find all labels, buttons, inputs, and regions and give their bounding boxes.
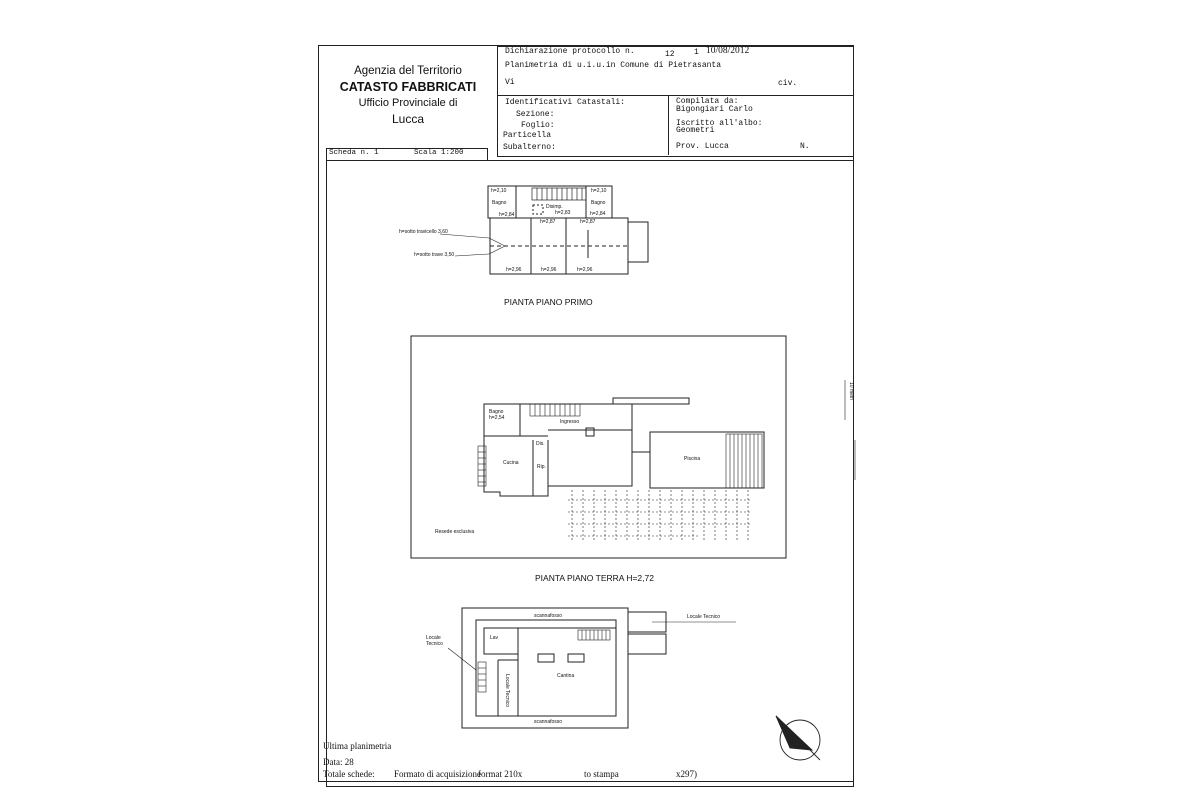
ufficio-label: Ufficio Provinciale di <box>358 97 458 109</box>
terra-ingresso: Ingresso <box>560 419 580 425</box>
cantina-scannafosso-bottom: scannafosso <box>534 719 563 725</box>
date-prefix: 1 <box>694 48 699 57</box>
protocol-number: 12 <box>665 50 675 59</box>
terra-dis: Dis. <box>536 441 545 447</box>
subalterno-label: Subalterno: <box>503 143 556 152</box>
primo-h287-a: h=2,87 <box>540 219 556 225</box>
cantina-lav: Lav <box>490 635 499 641</box>
agency-name: Agenzia del Territorio <box>354 65 462 77</box>
footer-stampa: to stampa <box>584 769 619 779</box>
identificativi-title: Identificativi Catastali: <box>505 98 626 107</box>
primo-h284-right: h=2,84 <box>590 211 606 217</box>
terra-cucina: Cucina <box>503 460 519 466</box>
footer-ultima: Ultima planimetria <box>323 741 392 751</box>
catasto-title: CATASTO FABBRICATI <box>339 80 477 94</box>
primo-h296-c: h=2,96 <box>577 267 593 273</box>
civ-label: civ. <box>778 79 798 88</box>
cantina-plan <box>462 608 666 728</box>
terra-rip: Rip. <box>537 464 546 470</box>
primo-h210-left: h=2,10 <box>491 188 507 194</box>
terra-resede: Resede esclusiva <box>435 529 475 535</box>
cantina-locale-tecnico-inner: Locale Tecnico <box>504 674 510 707</box>
scala-label: Scala 1:200 <box>414 149 464 157</box>
terra-side-text: 10 metri <box>848 382 854 401</box>
terra-h254: h=2,54 <box>489 415 505 421</box>
cantina-locale-tecnico-left: Locale Tecnico <box>426 635 443 647</box>
footer-totale: Totale schede: <box>323 769 375 779</box>
footer-formato: Formato di acquisizione <box>394 769 481 779</box>
cantina-cantina: Cantina <box>557 673 575 679</box>
primo-disimp: Disimp. <box>546 204 563 210</box>
primo-h283: h=2,83 <box>555 210 571 216</box>
protocol-date: 10/08/2012 <box>706 46 750 56</box>
dichiarazione-label: Dichiarazione protocollo n. <box>505 47 635 56</box>
cantina-scannafosso-top: scannafosso <box>534 613 563 619</box>
footer-formato2: format 210x <box>478 769 523 779</box>
terra-caption: PIANTA PIANO TERRA H=2,72 <box>535 573 654 583</box>
foglio-label: Foglio: <box>521 121 555 130</box>
compilata-title: Compilata da: <box>676 97 739 106</box>
n-label: N. <box>800 142 810 151</box>
primo-trave-bottom: h=sotto trave 3,50 <box>414 252 455 258</box>
compilata-name: Bigongiari Carlo <box>676 105 753 114</box>
primo-h296-b: h=2,96 <box>541 267 557 273</box>
cantina-locale-tecnico-right: Locale Tecnico <box>687 614 720 620</box>
primo-bagno-right: Bagno <box>591 200 606 206</box>
footer-stampa2: x297) <box>676 769 697 779</box>
primo-h210-right: h=2,10 <box>591 188 607 194</box>
pergola-lines <box>568 490 752 540</box>
prov-label: Prov. Lucca <box>676 142 729 151</box>
particella-label: Particella <box>503 131 552 140</box>
primo-h284-left: h=2,84 <box>499 212 515 218</box>
planimetria-label: Planimetria di u.i.u.in Comune di Pietrasanta <box>505 61 722 70</box>
footer-data: Data: 28 <box>323 757 354 767</box>
primo-trave-top: h=sotto travicello 3,60 <box>399 229 448 235</box>
piano-terra-plan <box>484 398 764 496</box>
terra-bagno: Bagno <box>489 409 504 415</box>
terra-piscina: Piscina <box>684 456 701 462</box>
primo-h287-b: h=2,87 <box>580 219 596 225</box>
iscritto-label: Iscritto all'albo: <box>676 119 763 128</box>
primo-caption: PIANTA PIANO PRIMO <box>504 297 593 307</box>
provincia-label: Lucca <box>391 112 425 126</box>
via-label: Vi <box>505 78 515 87</box>
leader-lines <box>448 622 736 670</box>
piano-primo-plan <box>440 186 648 274</box>
primo-h296-a: h=2,96 <box>506 267 522 273</box>
piano-terra-stairs <box>478 404 762 488</box>
sezione-label: Sezione: <box>516 110 555 119</box>
albo-label: Geometri <box>676 126 715 135</box>
north-arrow-icon <box>776 716 820 760</box>
scheda-label: Scheda n. 1 <box>329 149 379 157</box>
primo-bagno-left: Bagno <box>492 200 507 206</box>
piano-primo-stairs <box>532 188 586 200</box>
